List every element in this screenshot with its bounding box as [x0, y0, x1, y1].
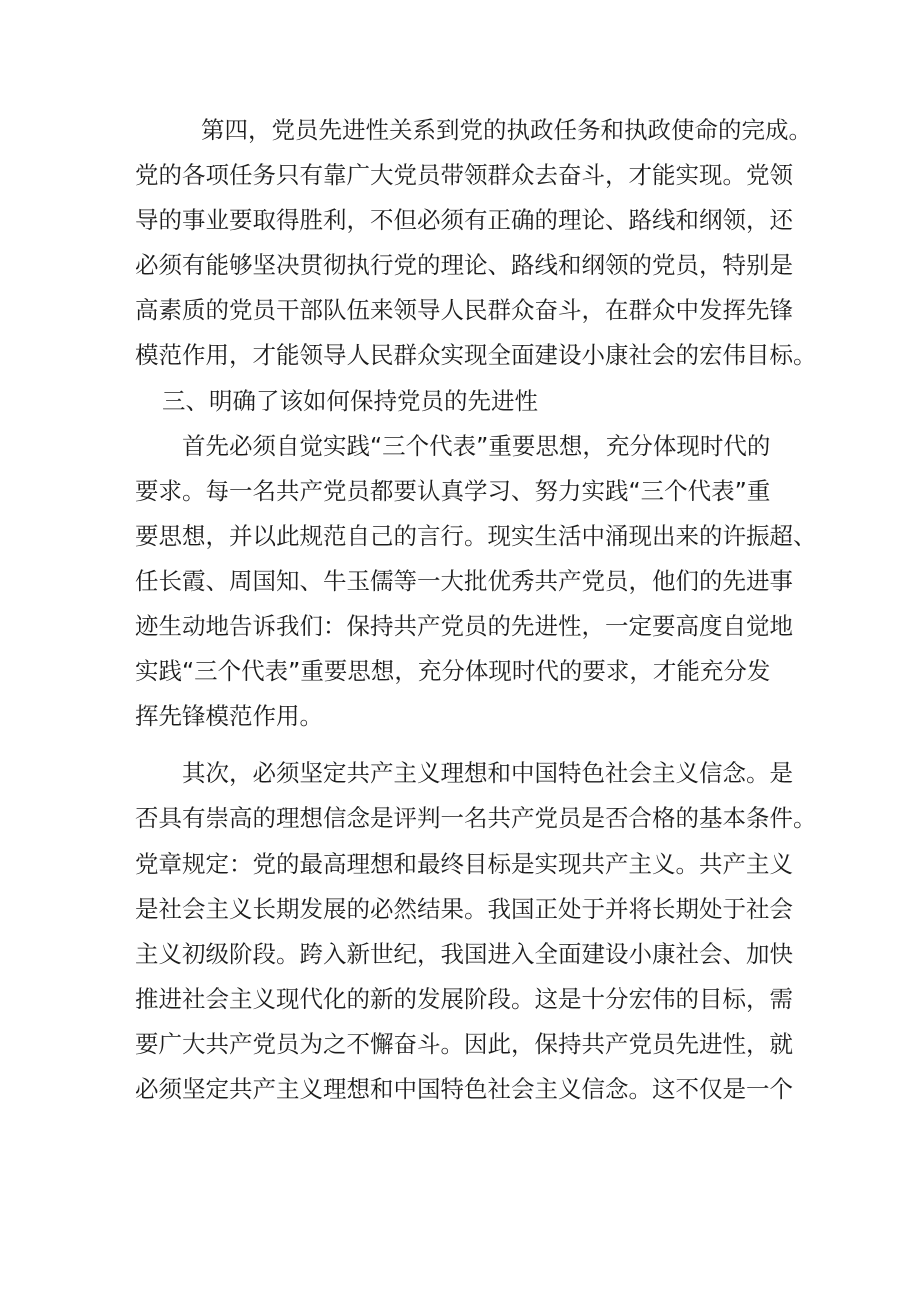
paragraph-line: 实践“三个代表”重要思想，充分体现时代的要求，才能充分发	[135, 657, 771, 686]
paragraph-line: 第四，党员先进性关系到党的执政任务和执政使命的完成。	[201, 116, 812, 144]
paragraph-first-requirement	[135, 424, 817, 740]
paragraph-line: 首先必须自觉实践“三个代表”重要思想，充分体现时代的	[182, 431, 771, 460]
paragraph-line: 必须坚定共产主义理想和中国特色社会主义信念。这不仅是一个	[135, 1074, 793, 1103]
paragraph-line: 主义初级阶段。跨入新世纪，我国进入全面建设小康社会、加快	[135, 939, 793, 968]
paragraph-line: 必须有能够坚决贯彻执行党的理论、路线和纲领的党员，特别是	[135, 251, 793, 280]
paragraph-second-requirement	[135, 751, 817, 1112]
paragraph-line: 要广大共产党员为之不懈奋斗。因此，保持共产党员先进性，就	[135, 1029, 793, 1058]
paragraph-line: 模范作用，才能领导人民群众实现全面建设小康社会的宏伟目标。	[135, 341, 817, 370]
paragraph-line: 是社会主义长期发展的必然结果。我国正处于并将长期处于社会	[135, 894, 793, 923]
paragraph-line: 党的各项任务只有靠广大党员带领群众去奋斗，才能实现。党领	[135, 161, 793, 190]
paragraph-line: 要思想，并以此规范自己的言行。现实生活中涌现出来的许振超、	[135, 521, 817, 550]
paragraph-line: 挥先锋模范作用。	[135, 702, 323, 731]
paragraph-line: 任长霞、周国知、牛玉儒等一大批优秀共产党员，他们的先进事	[135, 566, 793, 595]
paragraph-line: 导的事业要取得胜利，不但必须有正确的理论、路线和纲领，还	[135, 206, 793, 235]
paragraph-line: 否具有崇高的理想信念是评判一名共产党员是否合格的基本条件。	[135, 804, 817, 833]
section-heading: 三、明确了该如何保持党员的先进性	[162, 386, 538, 415]
paragraph-fourth-point	[135, 108, 817, 379]
document-body	[135, 108, 817, 1112]
paragraph-line: 高素质的党员干部队伍来领导人民群众奋斗，在群众中发挥先锋	[135, 296, 793, 325]
paragraph-line: 推进社会主义现代化的新的发展阶段。这是十分宏伟的目标，需	[135, 984, 793, 1013]
paragraph-line: 党章规定：党的最高理想和最终目标是实现共产主义。共产主义	[135, 849, 793, 878]
paragraph-line: 其次，必须坚定共产主义理想和中国特色社会主义信念。是	[182, 759, 793, 788]
paragraph-line: 迹生动地告诉我们：保持共产党员的先进性，一定要高度自觉地	[135, 612, 793, 641]
paragraph-line: 要求。每一名共产党员都要认真学习、努力实践“三个代表”重	[135, 476, 771, 505]
paragraph-spacing	[135, 739, 803, 751]
